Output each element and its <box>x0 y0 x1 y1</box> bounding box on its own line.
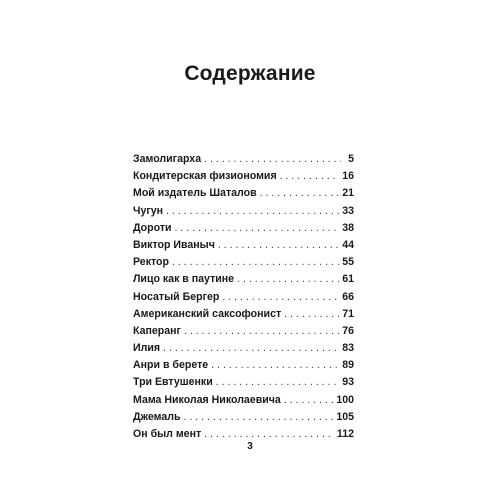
toc-entry <box>133 153 354 170</box>
toc-entry <box>133 308 354 325</box>
toc-entry-title: Три Евтушенки <box>133 376 213 389</box>
toc-entry <box>133 256 354 273</box>
toc-entry-page: 112 <box>336 428 354 440</box>
toc-entry-title: Лицо как в паутине <box>133 273 235 286</box>
toc-entry-page: 38 <box>342 221 354 234</box>
toc-entry-title: Замолигарха <box>133 153 202 165</box>
toc-entry <box>133 205 354 222</box>
toc-entry-title: Мама Николая Николаевича <box>133 393 281 406</box>
dot-leader <box>237 273 339 285</box>
toc-entry <box>133 239 354 256</box>
toc-entry-page: 21 <box>342 187 354 200</box>
toc-entry <box>133 411 354 428</box>
toc-entry <box>133 359 354 376</box>
dot-leader <box>260 187 340 199</box>
toc-entry-title: Виктор Иваныч <box>133 238 215 251</box>
page-title: Содержание <box>184 62 316 85</box>
dot-leader <box>172 256 339 268</box>
toc-entry-page: 61 <box>342 273 354 286</box>
toc-entry <box>133 291 354 308</box>
toc-entry <box>133 187 354 204</box>
toc-entry-title: Носатый Бергер <box>133 290 220 303</box>
toc-entry-title: Он был мент <box>133 428 202 440</box>
dot-leader <box>184 411 334 423</box>
toc-entry-page: 100 <box>336 393 354 406</box>
toc-entry-title: Анри в берете <box>133 359 209 372</box>
toc-entry-page: 33 <box>342 204 354 217</box>
toc-entry-title: Каперанг <box>133 324 181 337</box>
dot-leader <box>284 394 334 406</box>
toc-entry-page: 105 <box>336 410 354 423</box>
toc-entry <box>133 342 354 359</box>
dot-leader <box>175 222 340 234</box>
dot-leader <box>204 428 334 440</box>
dot-leader <box>211 359 339 371</box>
toc-entry-title: Кондитерская физиономия <box>133 170 277 183</box>
toc-entry <box>133 325 354 342</box>
dot-leader <box>222 291 339 303</box>
toc-entry <box>133 394 354 411</box>
toc-entry-page: 5 <box>348 153 354 165</box>
toc-entry-title: Джемаль <box>133 410 181 423</box>
dot-leader <box>184 325 339 337</box>
toc-entry-page: 16 <box>342 170 354 183</box>
table-of-contents <box>133 153 354 445</box>
dot-leader <box>166 205 339 217</box>
dot-leader <box>218 239 339 251</box>
dot-leader <box>204 153 341 165</box>
toc-entry <box>133 170 354 187</box>
toc-entry-title: Ректор <box>133 256 169 269</box>
toc-entry-page: 44 <box>342 238 354 251</box>
dot-leader <box>284 308 339 320</box>
page-number: 3 <box>247 441 253 452</box>
toc-entry-title: Чугун <box>133 204 164 217</box>
toc-entry-page: 83 <box>342 342 354 355</box>
dot-leader <box>280 170 340 182</box>
toc-entry-page: 93 <box>342 376 354 389</box>
dot-leader <box>163 342 339 354</box>
toc-entry <box>133 273 354 290</box>
toc-entry-title: Дороти <box>133 221 172 234</box>
toc-entry <box>133 222 354 239</box>
toc-entry-page: 89 <box>342 359 354 372</box>
toc-entry-page: 76 <box>342 324 354 337</box>
dot-leader <box>216 376 339 388</box>
toc-entry-page: 71 <box>342 307 354 320</box>
toc-entry-title: Американский саксофонист <box>133 307 282 320</box>
toc-entry-title: Мой издатель Шаталов <box>133 187 257 200</box>
toc-entry-title: Илия <box>133 342 161 355</box>
toc-entry <box>133 376 354 393</box>
toc-entry-page: 66 <box>342 290 354 303</box>
toc-entry-page: 55 <box>342 256 354 269</box>
